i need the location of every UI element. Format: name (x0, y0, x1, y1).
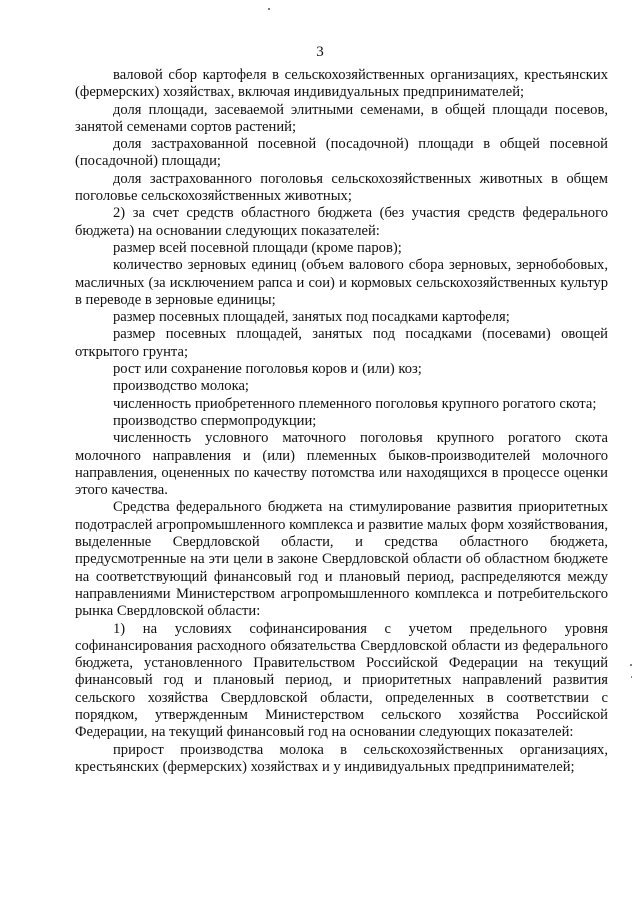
scan-speck (268, 8, 270, 10)
paragraph-dairy-herd-count: численность условного маточного поголовья крупного рогатого скота молочного направления и (или) племенных быков-производителей молочного направления, оцененных по качеству потомства или находящихся в процессе оценки этого качества. (75, 430, 608, 499)
paragraph-elite-seeds-share: доля площади, засеваемой элитными семенами, в общей площади посевов, занятой семенами сортов растений; (75, 101, 608, 135)
paragraph-milk-growth: прирост производства молока в сельскохозяйственных организациях, крестьянских (фермерских) хозяйствах и у индивидуальных предпринимателей; (75, 741, 608, 775)
scan-speck (630, 664, 632, 666)
scan-speck (631, 676, 632, 678)
paragraph-potato-area: размер посевных площадей, занятых под посадками картофеля; (113, 309, 510, 326)
page-number: 3 (316, 44, 324, 60)
paragraph-total-sown-area: размер всей посевной площади (кроме паров); (113, 239, 402, 256)
paragraph-funds-distribution: Средства федерального бюджета на стимулирование развития приоритетных подотраслей агропромышленного комплекса и развитие малых форм хозяйствования, выделенные Свердловской области, и средства областного бюджета, предусмотренные на эти цели в законе Свердловской области об областном бюджете на соответствующий финансовый год и плановый период, распределяются между направлениями Министерством агропромышленного комплекса и потребительского рынка Свердловской области: (75, 499, 608, 620)
body-text (75, 67, 608, 776)
paragraph-potato-harvest: валовой сбор картофеля в сельскохозяйственных организациях, крестьянских (фермерских) хозяйствах, включая индивидуальных предпринимателей; (75, 67, 608, 101)
paragraph-semen-production: производство спермопродукции; (113, 412, 317, 429)
paragraph-cofinancing-conditions: 1) на условиях софинансирования с учетом предельного уровня софинансирования расходного обязательства Свердловской области из федерального бюджета, установленного Правительством Российской Федерации на текущий финансовый год и плановый период, и приоритетных направлений развития сельского хозяйства Свердловской области, определенных в соответствии с порядком, утвержденным Министерством сельского хозяйства Российской Федерации, на текущий финансовый год на основании следующих показателей: (75, 620, 608, 741)
paragraph-insured-livestock-share: доля застрахованного поголовья сельскохозяйственных животных в общем поголовье сельскохозяйственных животных; (75, 170, 608, 205)
paragraph-insured-area-share: доля застрахованной посевной (посадочной) площади в общей посевной (посадочной) площади; (75, 136, 608, 170)
paragraph-milk-production: производство молока; (113, 378, 249, 395)
paragraph-grain-units: количество зерновых единиц (объем валового сбора зерновых, зернобобовых, масличных (за исключением рапса и сои) и кормовых сельскохозяйственных культур в переводе в зерновые единицы; (75, 257, 608, 308)
paragraph-regional-budget-indicators: 2) за счет средств областного бюджета (без участия средств федерального бюджета) на основании следующих показателей: (75, 205, 608, 239)
paragraph-vegetable-area: размер посевных площадей, занятых под посадками (посевами) овощей открытого грунта; (75, 326, 608, 360)
paragraph-breeding-cattle: численность приобретенного племенного поголовья крупного рогатого скота; (113, 395, 597, 412)
paragraph-cow-goat-herd: рост или сохранение поголовья коров и (или) коз; (113, 361, 422, 378)
